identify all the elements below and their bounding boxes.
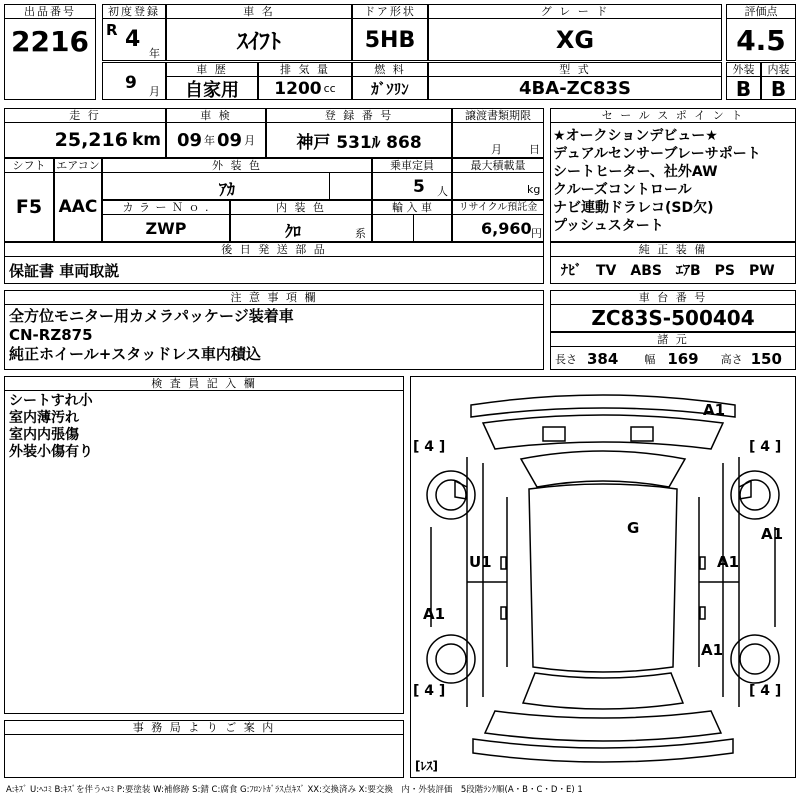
- load-box: [452, 158, 544, 200]
- inspector-line: 外装小傷有り: [9, 444, 93, 460]
- grade-label: グ レ ー ド: [429, 5, 721, 19]
- color-no-label: カ ラ ー Ｎ ｏ .: [103, 201, 229, 215]
- fuel-box: [352, 62, 428, 100]
- sales-points-label: セ ー ル ス ポ イ ン ト: [551, 109, 795, 123]
- interior-color-label: 内 装 色: [231, 201, 371, 215]
- lot-label: 出品番号: [5, 5, 95, 19]
- tire-rear-right: [ 4 ]: [749, 683, 782, 699]
- mileage-unit: km: [131, 130, 161, 150]
- sales-point: デュアルセンサーブレーサポート: [553, 146, 761, 162]
- recycle-fee: 6,960: [481, 219, 532, 238]
- inspector-line: シートすれ小: [9, 393, 93, 409]
- color-label: 外 装 色: [103, 159, 371, 173]
- sales-points-box: [550, 108, 796, 242]
- mark-a1-right-fender: A1: [761, 525, 784, 543]
- specs-row: [551, 347, 795, 370]
- sales-point: ★オークションデビュー★: [553, 128, 718, 144]
- interior-grade: B: [770, 76, 787, 101]
- inspection-month-unit: 月: [244, 134, 256, 147]
- length-label: 長さ: [555, 352, 577, 366]
- color-divider: [329, 173, 330, 200]
- interior-color: ｸﾛ: [285, 222, 302, 241]
- inspection-box: [166, 108, 266, 158]
- history-label: 車 歴: [167, 63, 257, 77]
- notes-box: [4, 290, 544, 370]
- exterior-label: 外装: [727, 63, 760, 77]
- capacity-unit: 人: [437, 185, 448, 198]
- mark-a1-right-rear: A1: [701, 641, 724, 659]
- capacity: 5: [413, 177, 425, 197]
- mark-a1-front-bumper: A1: [703, 401, 726, 419]
- spare-tire: [ﾚｽ]: [415, 759, 438, 773]
- inspector-box: [4, 376, 404, 714]
- fuel-label: 燃 料: [353, 63, 427, 77]
- interior-color-unit: 系: [355, 227, 366, 240]
- later-parts-box: [4, 242, 544, 284]
- model: 4BA-ZC83S: [519, 78, 631, 99]
- sales-points-list: [551, 123, 795, 235]
- inspection-year: 09: [176, 129, 202, 151]
- mark-a1-left-rear: A1: [423, 605, 446, 623]
- mileage-label: 走 行: [5, 109, 165, 123]
- capacity-box: [372, 158, 452, 200]
- note-line: 純正ホイール+スタッドレス車内積込: [9, 345, 261, 363]
- history-box: [166, 62, 258, 100]
- height: 150: [750, 349, 782, 368]
- office-box: [4, 720, 404, 778]
- chassis-label: 車 台 番 号: [551, 291, 795, 305]
- ac-box: [54, 158, 102, 242]
- mark-a1-right-door: A1: [717, 553, 740, 571]
- import-label: 輸 入 車: [373, 201, 451, 215]
- sales-point: プッシュスタート: [553, 218, 664, 234]
- car-outline: [411, 377, 795, 777]
- door-type: 5HB: [364, 27, 416, 53]
- width: 169: [667, 349, 699, 368]
- mark-u1-left-door: U1: [469, 553, 492, 571]
- transfer-label: 譲渡書類期限: [453, 109, 543, 123]
- history: 自家用: [185, 79, 239, 101]
- recycle-unit: 円: [531, 227, 542, 240]
- car-name: ｽｲﾌﾄ: [236, 29, 281, 55]
- inspection-month: 09: [217, 129, 243, 151]
- later-parts-label: 後 日 発 送 部 品: [5, 243, 543, 257]
- inspector-list: [5, 391, 403, 461]
- door-label: ドア形状: [353, 5, 427, 19]
- era: R: [106, 21, 118, 39]
- grade: XG: [555, 26, 595, 54]
- office-label: 事 務 局 よ り ご 案 内: [5, 721, 403, 735]
- reg-month-unit: 月: [149, 85, 160, 98]
- sales-point: ナビ連動ドラレコ(SD欠): [553, 200, 714, 216]
- plate-box: [266, 108, 452, 158]
- car-name-label: 車 名: [167, 5, 351, 19]
- score-label: 評価点: [727, 5, 795, 19]
- first-reg-label: 初度登録: [103, 5, 165, 19]
- tire-front-right: [ 4 ]: [749, 439, 782, 455]
- transfer-box: [452, 108, 544, 158]
- shift: F5: [15, 196, 43, 218]
- sales-point: シートヒーター、社外AW: [553, 164, 718, 180]
- legend: A:ｷｽﾞ U:ﾍｺﾐ B:ｷｽﾞを伴うﾍｺﾐ P:要塗装 W:補修跡 S:錆 C:腐食 G:ﾌﾛﾝﾄｶﾞﾗｽ点ｷｽﾞ XX:交換済み X:要交換 内・外装評価 5段階ﾗﾝｸ順(A・B・C・D・E) 1: [6, 785, 583, 795]
- reg-year: 4: [125, 27, 141, 52]
- standard-equipment-label: 純 正 装 備: [551, 243, 795, 257]
- inspector-line: 室内薄汚れ: [9, 410, 79, 426]
- model-box: [428, 62, 722, 100]
- color-no-box: [102, 200, 230, 242]
- height-label: 高さ: [720, 352, 743, 366]
- sales-point: クルーズコントロール: [553, 182, 692, 198]
- standard-equipment: ﾅﾋﾞ TV ABS ｴｱB PS PW: [561, 263, 775, 279]
- reg-month: 9: [125, 73, 137, 93]
- reg-month-box: [102, 62, 166, 100]
- interior-box: [761, 62, 796, 100]
- exterior-grade: B: [735, 76, 752, 101]
- inspection-label: 車 検: [167, 109, 265, 123]
- specs-label: 諸 元: [551, 333, 795, 347]
- displacement: 1200: [274, 78, 322, 99]
- car-name-box: [166, 4, 352, 61]
- transfer-month-unit: 月: [491, 143, 502, 156]
- lot-number: 2216: [11, 24, 89, 58]
- inspector-label: 検 査 員 記 入 欄: [5, 377, 403, 391]
- mileage-row: [5, 123, 165, 157]
- inspection-year-unit: 年: [204, 134, 215, 147]
- displacement-box: [258, 62, 352, 100]
- reg-year-unit: 年: [149, 47, 160, 60]
- mileage: 25,216: [54, 129, 128, 151]
- chassis-box: [550, 290, 796, 332]
- score-box: [726, 4, 796, 61]
- tire-front-left: [ 4 ]: [413, 439, 446, 455]
- color: ｱｶ: [219, 180, 236, 199]
- condition-diagram: [410, 376, 796, 778]
- ac-label: エアコン: [56, 159, 100, 172]
- exterior-box: [726, 62, 761, 100]
- interior-label: 内装: [762, 63, 795, 77]
- inspection-row: [167, 123, 265, 157]
- import-box: [372, 200, 452, 242]
- fuel: ｶﾞｿﾘﾝ: [371, 80, 409, 98]
- specs-box: [550, 332, 796, 370]
- color-box: [102, 158, 372, 200]
- grade-box: [428, 4, 722, 61]
- note-line: 全方位モニター用カメラパッケージ装着車: [9, 307, 294, 325]
- import-divider: [413, 215, 414, 242]
- displacement-unit: cc: [323, 82, 336, 95]
- ac: AAC: [58, 197, 98, 217]
- recycle-box: [452, 200, 544, 242]
- color-no: ZWP: [145, 218, 187, 238]
- standard-equipment-box: [550, 242, 796, 284]
- first-registration-box: [102, 4, 166, 61]
- displacement-row: [259, 77, 351, 100]
- capacity-label: 乗車定員: [373, 159, 451, 173]
- shift-label: シフト: [5, 159, 53, 173]
- note-line: CN-RZ875: [9, 326, 93, 344]
- notes-list: [5, 305, 543, 364]
- transfer-day-unit: 日: [529, 143, 540, 156]
- notes-label: 注 意 事 項 欄: [5, 291, 543, 305]
- plate-label: 登 録 番 号: [267, 109, 451, 123]
- recycle-label: リサイクル預託金: [453, 201, 543, 215]
- load-unit: kg: [527, 183, 541, 196]
- load-label: 最大積載量: [453, 159, 543, 173]
- width-label: 幅: [644, 352, 656, 366]
- lot-box: [4, 4, 96, 100]
- model-label: 型 式: [429, 63, 721, 77]
- door-box: [352, 4, 428, 61]
- score: 4.5: [736, 23, 786, 57]
- later-parts: 保証書 車両取説: [9, 261, 120, 280]
- displacement-label: 排 気 量: [259, 63, 351, 77]
- length: 384: [587, 349, 619, 368]
- tire-rear-left: [ 4 ]: [413, 683, 446, 699]
- inspector-line: 室内内張傷: [9, 427, 79, 443]
- chassis-number: ZC83S-500404: [591, 306, 755, 330]
- shift-box: [4, 158, 54, 242]
- mark-g-roof: G: [627, 519, 640, 537]
- plate-number: 神戸 531ﾙ 868: [296, 132, 422, 153]
- mileage-box: [4, 108, 166, 158]
- interior-color-box: [230, 200, 372, 242]
